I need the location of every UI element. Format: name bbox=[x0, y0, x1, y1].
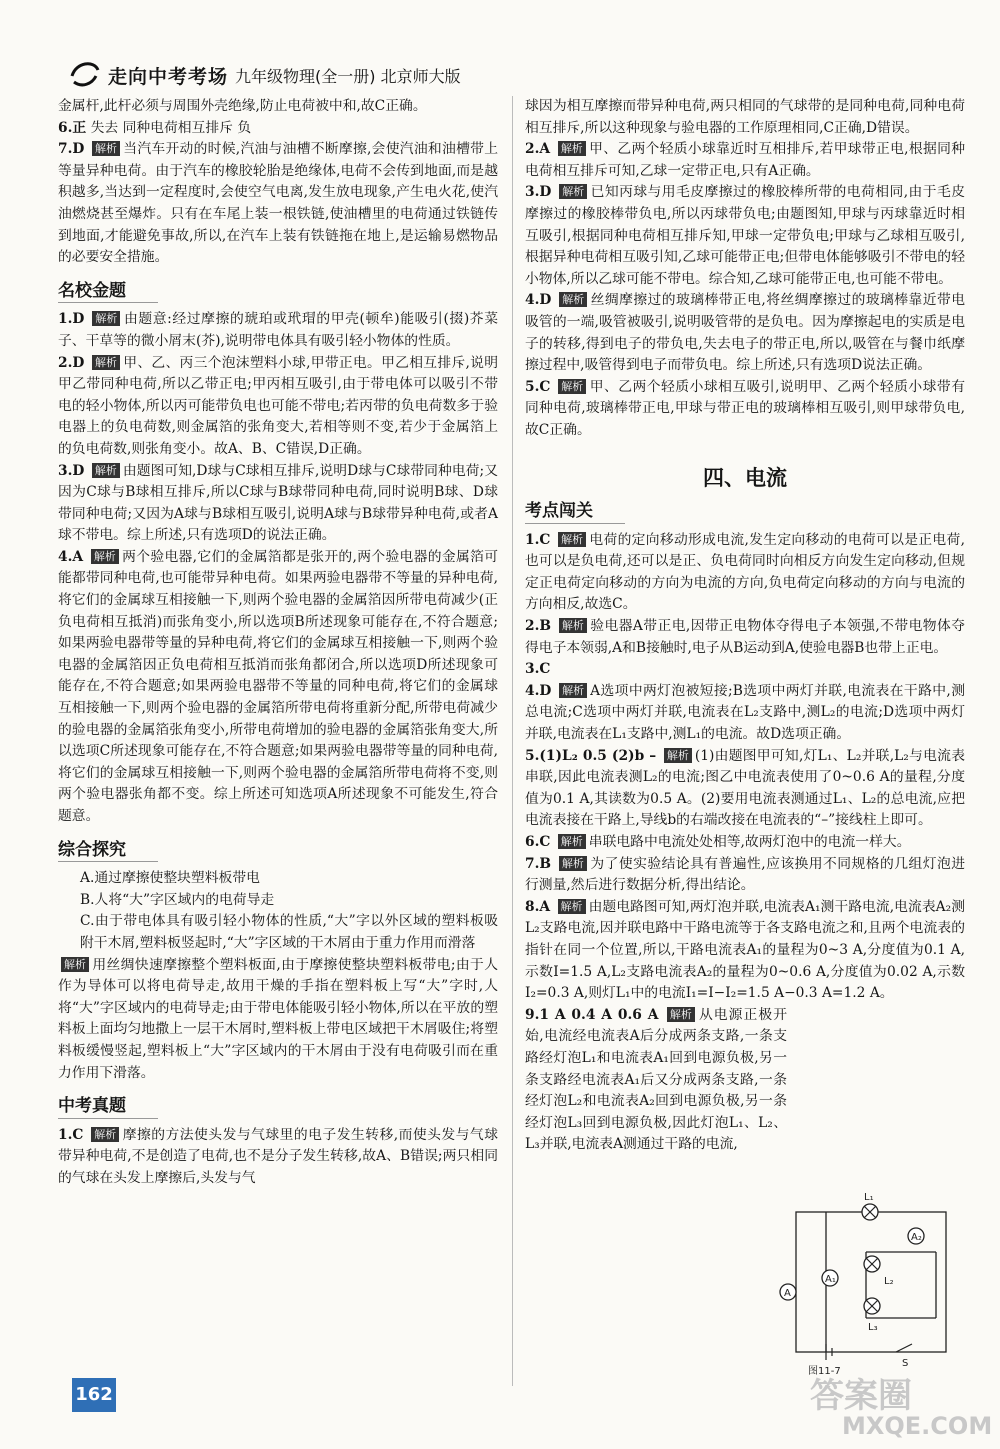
fig-label-l3: L₃ bbox=[868, 1322, 878, 1333]
section-heading: 考点闯关 bbox=[525, 501, 625, 524]
brand-title: 走向中考考场 bbox=[108, 66, 229, 88]
answer-number: 6.C bbox=[525, 834, 551, 850]
analysis-tag: 解析 bbox=[558, 379, 586, 394]
answer-text: 丝绸摩擦过的玻璃棒带正电,将丝绸摩擦过的玻璃棒靠近带电吸管的一端,吸管被吸引,说明吸管带的是负电。因为摩擦起电的实质是电子的转移,得到电子的带负电,失去电子的带正电,所以,吸管在与餐巾纸摩擦过程中,吸管得到电子而带负电。综上所述,只有选项D说法正确。 bbox=[525, 292, 965, 374]
analysis-tag: 解析 bbox=[558, 899, 586, 914]
answer-item bbox=[525, 746, 965, 832]
paragraph: 球因为相互摩擦而带异种电荷,两只相同的气球带的是同种电荷,同种电荷相互排斥,所以这种现象与验电器的工作原理相同,C正确,D错误。 bbox=[525, 98, 965, 136]
answer-number: 3.D bbox=[525, 184, 552, 201]
answer-number: 1.C bbox=[525, 531, 551, 548]
answer-item bbox=[525, 832, 965, 854]
answer-number: 9.1 A 0.4 A 0.6 A bbox=[525, 1006, 659, 1023]
answer-number: 1.C bbox=[58, 1126, 84, 1143]
answer-item bbox=[525, 659, 965, 681]
analysis-tag: 解析 bbox=[92, 311, 120, 326]
analysis-tag: 解析 bbox=[92, 355, 120, 370]
answer-number: 5.(1)L₂ 0.5 (2)b – bbox=[525, 747, 657, 764]
answer-item bbox=[58, 955, 498, 1085]
analysis-tag: 解析 bbox=[559, 856, 587, 871]
answer-number: 4.D bbox=[525, 682, 552, 699]
runner-logo-icon bbox=[68, 58, 102, 88]
book-subtitle: 九年级物理(全一册) 北京师大版 bbox=[235, 67, 461, 86]
answer-number: 3.D bbox=[58, 462, 85, 479]
section-heading: 中考真题 bbox=[58, 1096, 158, 1119]
answer-text: 电荷的定向移动形成电流,发生定向移动的电荷可以是正电荷,也可以是负电荷,还可以是正、负电荷同时向相反方向发生定向移动,但规定正电荷定向移动的方向为电流的方向,负电荷定向移动的方向与电流的方向相反,故选C。 bbox=[525, 531, 965, 613]
answer-item bbox=[525, 290, 965, 376]
answer-item bbox=[525, 377, 965, 442]
fig-label-a2: A₂ bbox=[911, 1232, 922, 1243]
watermark-line2: MXQE.COM bbox=[842, 1412, 993, 1440]
analysis-tag: 解析 bbox=[559, 618, 587, 633]
figure-caption: 图11-7 bbox=[808, 1366, 841, 1377]
answer-text: (1)由题图甲可知,灯L₁、L₂并联,L₂与电流表串联,因此电流表测L₂的电流;图乙中电流表使用了0~0.6 A的量程,分度值为0.1 A,其读数为0.5 A。(2)要用电流表测通过L₁、L₂的总电流,应把电流表接在干路上,导线b的右端改接在电流表的“–”接线柱上即可。 bbox=[525, 747, 965, 829]
section-heading: 综合探究 bbox=[58, 840, 158, 863]
analysis-tag: 解析 bbox=[91, 1127, 119, 1142]
answer-text: 串联电路中电流处处相等,故两灯泡中的电流一样大。 bbox=[588, 834, 911, 850]
answer-text: 验电器A带正电,因带正电物体夺得电子本领强,不带电物体夺得电子本领弱,A和B接触时,电子从B运动到A,使验电器B也带上正电。 bbox=[525, 618, 965, 656]
analysis-tag: 解析 bbox=[664, 748, 692, 763]
chapter-title: 四、电流 bbox=[703, 465, 787, 490]
answer-item bbox=[58, 547, 498, 828]
answer-item bbox=[525, 530, 965, 616]
answer-item bbox=[58, 309, 498, 352]
paragraph: 金属杆,此杆必须与周围外壳绝缘,防止电荷被中和,故C正确。 bbox=[58, 98, 427, 114]
answer-item bbox=[525, 1005, 787, 1156]
analysis-tag: 解析 bbox=[558, 532, 586, 547]
fig-label-l1: L₁ bbox=[864, 1192, 874, 1203]
answer-text: 失去 同种电荷相互排斥 负 bbox=[90, 119, 252, 136]
left-column bbox=[58, 96, 498, 1190]
answer-text: A选项中两灯泡被短接;B选项中两灯并联,电流表在干路中,测总电流;C选项中两灯并联,电流表在L₂支路中,测L₂的电流;D选项中两灯并联,电流表在L₁支路中,测L₁的电流。故D选项正确。 bbox=[525, 682, 965, 743]
analysis-tag: 解析 bbox=[558, 141, 586, 156]
option-line: B.人将“大”字区域内的电荷导走 bbox=[80, 891, 275, 908]
page-number: 162 bbox=[72, 1378, 116, 1412]
analysis-tag: 解析 bbox=[559, 683, 587, 698]
answer-text: 甲、乙、丙三个泡沫塑料小球,甲带正电。甲乙相互排斥,说明甲乙带同种电荷,所以乙带正电;甲丙相互吸引,由于带电体可以吸引不带电的轻小物体,所以丙可能带负电也可能不带电;若丙带的负电荷数多于验电器上的负电荷数,则金属箔的张角变大,若相等则不变,若少于金属箔上的负电荷数,则张角变小。故A、B、C错误,D正确。 bbox=[58, 354, 498, 457]
circuit-diagram bbox=[778, 1188, 968, 1378]
analysis-tag: 解析 bbox=[91, 549, 119, 564]
answer-text: 甲、乙两个轻质小球相互吸引,说明甲、乙两个轻质小球带有同种电荷,玻璃棒带正电,甲球与带正电的玻璃棒相互吸引,则甲球带负电,故C正确。 bbox=[525, 378, 965, 438]
analysis-tag: 解析 bbox=[558, 834, 586, 849]
analysis-tag: 解析 bbox=[559, 184, 587, 199]
answer-text: 当汽车开动的时候,汽油与油槽不断摩擦,会使汽油和油槽带上等量异种电荷。由于汽车的橡胶轮胎是绝缘体,电荷不会传到地面,而是越积越多,当达到一定程度时,会使空气电离,发生放电现象,产生电火花,使汽油燃烧甚至爆炸。只有在车尾上装一根铁链,使油槽里的电荷通过铁链传到地面,才能避免事故,所以,在汽车上装有铁链拖在地上,是运输易燃物品的必要安全措施。 bbox=[58, 141, 498, 266]
watermark-line1: 答案圈 bbox=[810, 1376, 912, 1416]
option-line: A.通过摩擦使整块塑料板带电 bbox=[80, 870, 260, 887]
fig-label-a: A bbox=[784, 1288, 791, 1299]
analysis-tag: 解析 bbox=[667, 1007, 695, 1022]
answer-item bbox=[525, 182, 965, 290]
answer-number: 2.D bbox=[58, 354, 85, 371]
answer-item bbox=[525, 897, 965, 1005]
answer-text: 由题意:经过摩擦的琥珀或玳瑁的甲壳(顿牟)能吸引(掇)芥菜子、干草等的微小屑末(芥),说明带电体具有吸引轻小物体的性质。 bbox=[58, 311, 498, 349]
analysis-tag: 解析 bbox=[92, 463, 120, 478]
answer-number: 8.A bbox=[525, 898, 551, 915]
answer-item bbox=[58, 353, 498, 461]
answer-text: 甲、乙两个轻质小球靠近时互相排斥,若甲球带正电,根据同种电荷相互排斥可知,乙球一定带正电,只有A正确。 bbox=[525, 141, 965, 179]
analysis-tag: 解析 bbox=[92, 141, 120, 156]
answer-text: 用丝绸快速摩擦整个塑料板面,由于摩擦使整块塑料板带电;由于人作为导体可以将电荷导走,故用干燥的手指在塑料板上写“大”字时,人将“大”字区域内的电荷导走;由于带电体能吸引轻小物体,所以在平放的塑料板上面均匀地撒上一层干木屑时,塑料板上带电区域把干木屑吸住;将塑料板缓慢竖起,塑料板上“大”字区域内的干木屑由于没有电荷吸引而在重力作用下滑落。 bbox=[58, 956, 498, 1081]
answer-item bbox=[525, 616, 965, 659]
answer-text: 摩擦的方法使头发与气球里的电子发生转移,而使头发与气球带异种电荷,不是创造了电荷,也不是分子发生转移,故A、B错误;两只相同的气球在头发上摩擦后,头发与气 bbox=[58, 1126, 498, 1186]
fig-label-a1: A₁ bbox=[825, 1274, 836, 1285]
answer-text: 已知丙球与用毛皮摩擦过的橡胶棒所带的电荷相同,由于毛皮摩擦过的橡胶棒带负电,所以丙球带负电;由题图知,甲球与丙球靠近时相互吸引,根据同种电荷相互排斥知,甲球一定带负电;甲球与乙球相互吸引,根据异种电荷相互吸引知,乙球可能带正电;但带电体能够吸引不带电的轻小物体,所以乙球可能不带电。综合知,乙球可能带正电,也可能不带电。 bbox=[525, 184, 965, 287]
answer-item bbox=[525, 139, 965, 182]
answer-text: 为了使实验结论具有普遍性,应该换用不同规格的几组灯泡进行测量,然后进行数据分析,得出结论。 bbox=[525, 855, 966, 894]
fig-label-s: S bbox=[902, 1358, 909, 1369]
fig-label-l2: L₂ bbox=[884, 1276, 894, 1287]
answer-number: 7.D bbox=[58, 141, 85, 158]
page-header bbox=[40, 40, 970, 100]
answer-text: 由题电路图可知,两灯泡并联,电流表A₁测干路电流,电流表A₂测L₂支路电流,因并联电路中干路电流等于各支路电流之和,且两个电流表的指针在同一个位置,所以,干路电流表A₁的量程为0~3 A,分度值为0.1 A,示数I=1.5 A,L₂支路电流表A₂的量程为0~0.6 A,分度值为0.02 A,示数I₂=0.3 A,则灯L₁中的电流I₁=I−I₂=1.5 A−0.3 A=1.2 A。 bbox=[525, 898, 965, 1002]
analysis-tag: 解析 bbox=[559, 292, 587, 307]
answer-item bbox=[525, 681, 965, 746]
answer-number: 3.C bbox=[525, 661, 551, 678]
answer-item bbox=[58, 139, 498, 269]
right-column bbox=[525, 96, 965, 1156]
answer-number: 2.B bbox=[525, 618, 552, 635]
watermark bbox=[810, 1368, 1000, 1448]
answer-number: 5.C bbox=[525, 378, 551, 395]
answer-text: 两个验电器,它们的金属箔都是张开的,两个验电器的金属箔可能都带同种电荷,也可能带异种电荷。如果两验电器带不等量的异种电荷,将它们的金属球互相接触一下,则两个验电器的金属箔因所带电荷减少(正负电荷相互抵消)而张角变小,所以选项B所述现象可能存在,不符合题意;如果两验电器带等量的异种电荷,将它们的金属球互相接触一下,则两个验电器的金属箔因正负电荷相互抵消而张角都闭合,所以选项D所述现象可能存在,不符合题意;如果两验电器带不等量的同种电荷,将它们的金属球互相接触一下,则两个验电器的金属箔所带电荷将重新分配,所带电荷减少的验电器的金属箔张角变小,所带电荷增加的验电器的金属箔张角变大,所以选项C所述现象可能存在,不符合题意;如果两验电器带等量的同种电荷,将它们的金属球互相接触一下,则两个验电器的金属箔所带电荷将不变,则两个验电器张角都不变。综上所述可知选项A所述现象不可能发生,符合题意。 bbox=[58, 548, 498, 824]
option-line: C.由于带电体具有吸引轻小物体的性质,“大”字以外区域的塑料板吸附干木屑,塑料板竖起时,“大”字区域的干木屑由于重力作用而滑落 bbox=[80, 913, 498, 951]
column-divider bbox=[512, 96, 513, 1386]
answer-number: 7.B bbox=[525, 855, 552, 872]
answer-number: 6.正 bbox=[58, 119, 87, 136]
answer-number: 1.D bbox=[58, 311, 85, 328]
answer-number: 4.A bbox=[58, 548, 84, 565]
section-heading: 名校金题 bbox=[58, 281, 158, 304]
answer-item bbox=[525, 854, 965, 897]
analysis-tag: 解析 bbox=[61, 957, 89, 972]
answer-number: 4.D bbox=[525, 292, 552, 309]
answer-text: 由题图可知,D球与C球相互排斥,说明D球与C球带同种电荷;又因为C球与B球相互排斥,所以C球与B球带同种电荷,同时说明B球、D球带同种电荷;又因为A球与B球相互吸引,说明A球与B球带异种电荷,或者A球不带电。综上所述,只有选项D的说法正确。 bbox=[58, 462, 499, 544]
answer-item bbox=[58, 461, 498, 547]
answer-number: 2.A bbox=[525, 141, 551, 158]
answer-item bbox=[58, 1125, 498, 1190]
answer-text: 从电源正极开始,电流经电流表A后分成两条支路,一条支路经灯泡L₁和电流表A₁回到电源负极,另一条支路经电流表A₁后又分成两条支路,一条经灯泡L₂和电流表A₂回到电源负极,另一条经灯泡L₃回到电源负极,因此灯泡L₁、L₂、L₃并联,电流表A测通过干路的电流, bbox=[525, 1006, 788, 1153]
answer-item bbox=[58, 118, 498, 140]
